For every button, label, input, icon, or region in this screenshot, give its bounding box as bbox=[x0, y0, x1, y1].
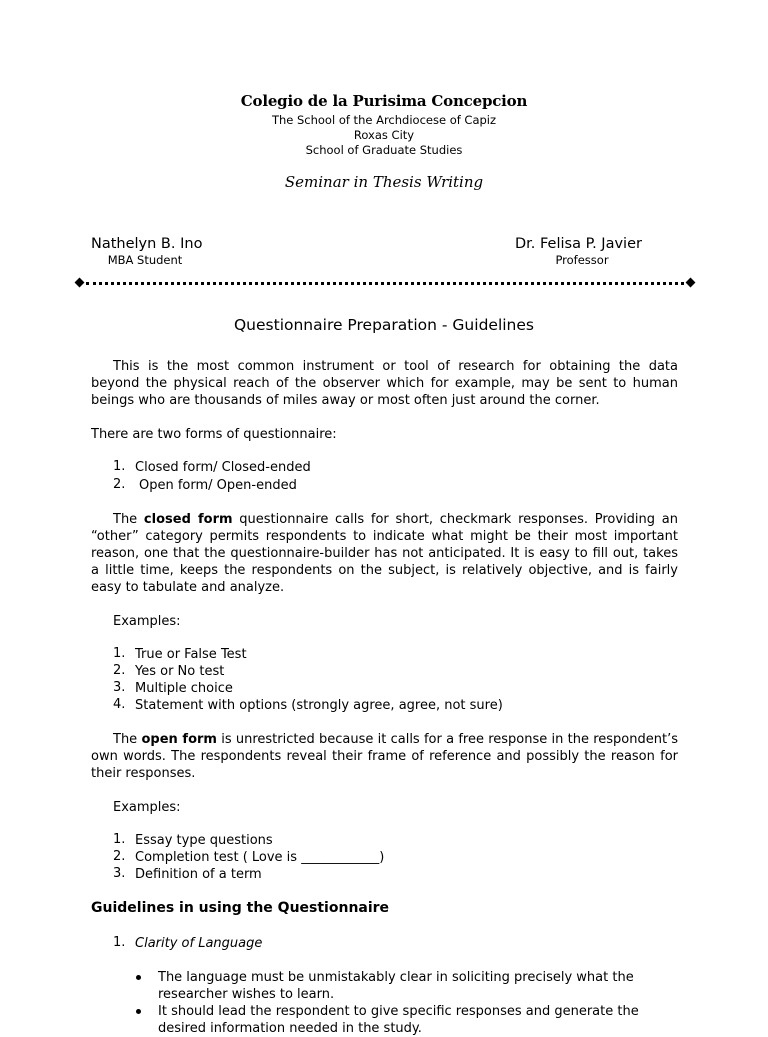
student-role: MBA Student bbox=[107, 253, 183, 267]
bullet-2-line-1: It should lead the respondent to give specific responses and generate the bbox=[158, 1004, 639, 1019]
open-example-3: Definition of a term bbox=[135, 867, 262, 882]
school-name: Colegio de la Purisima Concepcion bbox=[240, 92, 528, 110]
intro-line-2: beyond the physical reach of the observer which for example, may be sent to human bbox=[91, 376, 678, 391]
open-example-2: Completion test ( Love is ____________) bbox=[135, 850, 385, 865]
form-2-text: Open form/ Open-ended bbox=[139, 478, 297, 493]
closed-line-4: a little time, keeps the respondents on the subject, is relatively objective, and is fairly bbox=[91, 563, 678, 578]
closed-example-4: Statement with options (strongly agree, agree, not sure) bbox=[135, 698, 503, 713]
open-example-1: Essay type questions bbox=[135, 833, 273, 848]
closed-form-term: closed form bbox=[143, 512, 233, 527]
closed-line-2: “other” category permits respondents to indicate what might be their most important bbox=[91, 529, 678, 544]
guideline-1-number: 1. bbox=[113, 935, 126, 950]
open-example-1-number: 1. bbox=[113, 832, 126, 847]
closed-example-4-number: 4. bbox=[113, 697, 126, 712]
bullet-2-dot bbox=[136, 1009, 141, 1014]
forms-lead: There are two forms of questionnaire: bbox=[91, 427, 337, 442]
examples-label-open: Examples: bbox=[113, 800, 181, 815]
bullet-1-line-1: The language must be unmistakably clear in soliciting precisely what the bbox=[158, 970, 634, 985]
dotted-divider bbox=[76, 283, 694, 285]
page-title: Questionnaire Preparation - Guidelines bbox=[233, 316, 534, 334]
closed-line-1-rest: questionnaire calls for short, checkmark responses. Providing an bbox=[239, 512, 678, 527]
intro-line-1: This is the most common instrument or tool of research for obtaining the data bbox=[113, 359, 678, 374]
guideline-1-title bbox=[135, 935, 262, 952]
school-line-2: Roxas City bbox=[353, 128, 415, 142]
closed-example-3: Multiple choice bbox=[135, 681, 233, 696]
open-line-3: their responses. bbox=[91, 766, 196, 781]
closed-the: The bbox=[113, 512, 138, 527]
form-1-number: 1. bbox=[113, 459, 126, 474]
open-line-1-rest: is unrestricted because it calls for a free response in the respondent’s bbox=[221, 732, 678, 747]
closed-example-3-number: 3. bbox=[113, 680, 126, 695]
guidelines-heading: Guidelines in using the Questionnaire bbox=[91, 900, 390, 916]
examples-label-closed: Examples: bbox=[113, 614, 181, 629]
open-example-2-number: 2. bbox=[113, 849, 126, 864]
open-form-term: open form bbox=[141, 732, 217, 747]
open-line-1 bbox=[91, 731, 678, 748]
closed-example-1-number: 1. bbox=[113, 646, 126, 661]
student-name: Nathelyn B. Ino bbox=[91, 236, 203, 252]
open-example-3-number: 3. bbox=[113, 866, 126, 881]
form-1-text: Closed form/ Closed-ended bbox=[135, 460, 311, 475]
professor-name: Dr. Felisa P. Javier bbox=[515, 236, 642, 252]
closed-line-1 bbox=[91, 511, 678, 528]
bullet-2-line-2: desired information needed in the study. bbox=[158, 1021, 422, 1036]
intro-line-3: beings who are thousands of miles away or most often just around the corner. bbox=[91, 393, 600, 408]
closed-example-1: True or False Test bbox=[135, 647, 247, 662]
closed-line-3: reason, one that the questionnaire-builder has not anticipated. It is easy to fill out, takes bbox=[91, 546, 678, 561]
closed-example-2: Yes or No test bbox=[135, 664, 225, 679]
form-2-number: 2. bbox=[113, 477, 126, 492]
school-line-3: School of Graduate Studies bbox=[305, 143, 463, 157]
closed-line-5: easy to tabulate and analyze. bbox=[91, 580, 285, 595]
seminar-title: Seminar in Thesis Writing bbox=[284, 173, 484, 191]
bullet-1-line-2: researcher wishes to learn. bbox=[158, 987, 335, 1002]
professor-role: Professor bbox=[555, 253, 609, 267]
closed-example-2-number: 2. bbox=[113, 663, 126, 678]
guideline-1-text: Clarity of Language bbox=[135, 936, 263, 951]
divider-dots bbox=[86, 282, 684, 285]
open-line-2: own words. The respondents reveal their frame of reference and possibly the reason for bbox=[91, 749, 678, 764]
school-line-1: The School of the Archdiocese of Capiz bbox=[271, 113, 497, 127]
divider-diamond-right bbox=[686, 278, 696, 288]
divider-diamond-left bbox=[75, 278, 85, 288]
bullet-1-dot bbox=[136, 975, 141, 980]
open-the: The bbox=[113, 732, 138, 747]
